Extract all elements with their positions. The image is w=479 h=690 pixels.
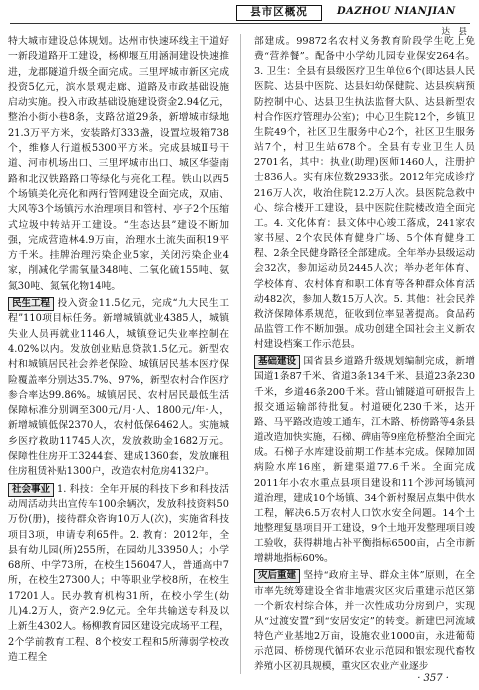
paragraph-education-health-culture: 部建成。99872名农村义务教育阶段学生吃上免费“营养餐”。配备中小学幼儿园专业保安264名。3. 卫生：全县有县级医疗卫生单位6个(即达县人民医院、达县中医院、达县妇幼保健院、达县疾病预防控制中心、达县卫生执法监督大队、达县新型农村合作医疗管理办公室)；中心卫生院12个，乡镇卫生院49个，社区卫生服务中心2个，社区卫生服务站7个，村卫生站678个。全县有专业卫生人员2701名，其中：执业(助理)医师1460人，注册护士836人。实有床位数2933张。2012年完成诊疗216万人次，收治住院12.2万人次。县医院急救中心、综合楼开工建设，县中医院住院楼改造全面完工。4. 文化体育：县文体中心竣工落成，241家农家书屋、2个农民体育健身广场、5个体育健身工程、2条全民健身路径全部建成。全年举办县级运动会32次，参加运动员2445人次；举办老年体育、学校体育、农村体育和职工体育等各种群众体育活动482次，参加人数15万人次。5. 其他：社会民养救济保障体系规范，征收到位率显著提高。食品药品监管工作不断加强。成功创建全国社会主义新农村建设档案工作示范县。 <box>254 36 475 351</box>
section-social <box>8 482 229 666</box>
page-number: · 357 · <box>417 673 449 684</box>
header-rule <box>10 23 470 24</box>
right-column <box>254 34 475 675</box>
journal-name: DAZHOU NIANJIAN <box>337 6 456 17</box>
section-text-livelihood: 投入资金11.5亿元，完成“九大民生工程”110项目标任务。新增城镇就业4385人，城镇失业人员再就业1146人，城镇登记失业率控制在4.02%以内。发放创业贴息贷款1.5亿元。新型农村和城镇居民社会养老保险、城镇居民基本医疗保险覆盖率分别达35.7%、97%，新型农村合作医疗参合率达99.86%。城镇居民、农村居民最低生活保障标准分别调至300元/月·人、1800元/年·人，新增城镇低保2370人，农村低保6462人。实施城乡医疗救助11745人次，发放救助金1682万元。保障性住房开工3244套、建成1360套，发放廉租住房租赁补贴1300户，改造农村危房4132户。 <box>8 298 229 478</box>
left-column <box>8 34 229 665</box>
section-text-reconstruction: 坚持“政府主导、群众主体”原则，在全市率先统筹建设全省非地震灾区灾后重建示范区第一个新农村综合体，并一次性成功分房到户，实现从“过渡安置”到“安居安定”的转变。新建巴河流域特色产业基地2万亩，设施农业1000亩，永进葡萄示范园、桥傍现代循环农业示范园和银宏现代畜牧养殖小区初具规模，重灾区农业产业逐步 <box>254 570 475 673</box>
section-text-social: 1. 科技：全年开展的科技下乡和科技活动周活动共出宣传车100余辆次，发放科技资料50万份(册)，接待群众咨询10万人(次)，实施省科技项目3项，申请专利65件。2. 教育：2012年，全县有幼儿园(所)255所，在园幼儿33950人；小学68所、中学73所，在校生156047人，普通高中7所，在校生27300人；中等职业学校8所，在校生17201人。民办教育机构31所，在校小学生(幼儿)4.2万人，资产2.9亿元。全年共输送专科及以上新生4302人。杨柳教育园区建设完成场平工程，2个学前教育工程、8个校安工程和5所薄弱学校改造工程全 <box>8 483 229 663</box>
page-header <box>0 0 479 37</box>
section-tag-infrastructure: 基础建设 <box>254 355 300 369</box>
section-tag-reconstruction: 灾后重建 <box>254 569 300 583</box>
subsection-label: 达 县 <box>441 27 467 37</box>
section-livelihood <box>8 296 229 480</box>
section-tag-livelihood: 民生工程 <box>8 297 54 311</box>
section-title-box: 县市区概况 <box>236 5 322 21</box>
section-infrastructure <box>254 354 475 566</box>
section-reconstruction <box>254 568 475 674</box>
column-divider <box>240 34 241 674</box>
section-tag-social: 社会事业 <box>8 483 54 497</box>
section-text-infrastructure: 国省县乡道路升级规划编制完成，新增国道1条87千米、省道3条134千米、县道23条230千米，乡道46条200千米。营山铺隧道可研报告上报交通运输部待批复。村道硬化230千米，达开路、马平路改造竣工通车，江木路、桥傍路等4条县道改造加快实施，石梯、碑庙等9座危桥整治全面完成。石梯子水库建设前期工作基本完成。保障加固病险水库16座，新建渠道77.6千米。全面完成2011年小农水重点县项目建设和11个涉河场镇河道治理，建成10个场镇、34个新村聚居点集中供水工程，解决6.5万农村人口饮水安全问题。14个土地整理复垦项目开工建设，9个土地开发整理项目竣工验收，获得耕地占补平衡指标6500亩，占全市新增耕地指标60%。 <box>254 356 475 565</box>
paragraph-urban-construction: 特大城市建设总体规划。达州市快速环线主干道好一新段道路开工建设，杨柳堰互用涵洞建设快速推进，龙郡隧道升级全面完成。三里坪城市新区完成投资5亿元，滨水景观走廊、道路及市政基础设施启动实施。投入市政基础设施建设资金2.94亿元，整治小街小巷8条，支路岔道29条，新增城市绿地21.3万平方米，安装路灯333盏，设置垃圾箱738个，维修人行道板5300平方米。完成县城Ⅱ号干道、河市机场出口、三里坪城市出口、城区华蓥南路和北汉铁路路口等绿化与亮化工程。铁山以西5个场镇美化亮化和两行管网建设全面完成，双庙、大风等3个场镇污水治理项目和管村、亭子2个压缩式垃圾中转站开工建设。“生态达县”建设不断加强，完成营造林4.9万亩，治理水土流失面积19平方千米。挂牌治理污染企业5家，关闭污染企业4家，削减化学需氧量348吨、二氧化硫155吨、氨氮30吨、氮氧化物14吨。 <box>8 36 229 292</box>
